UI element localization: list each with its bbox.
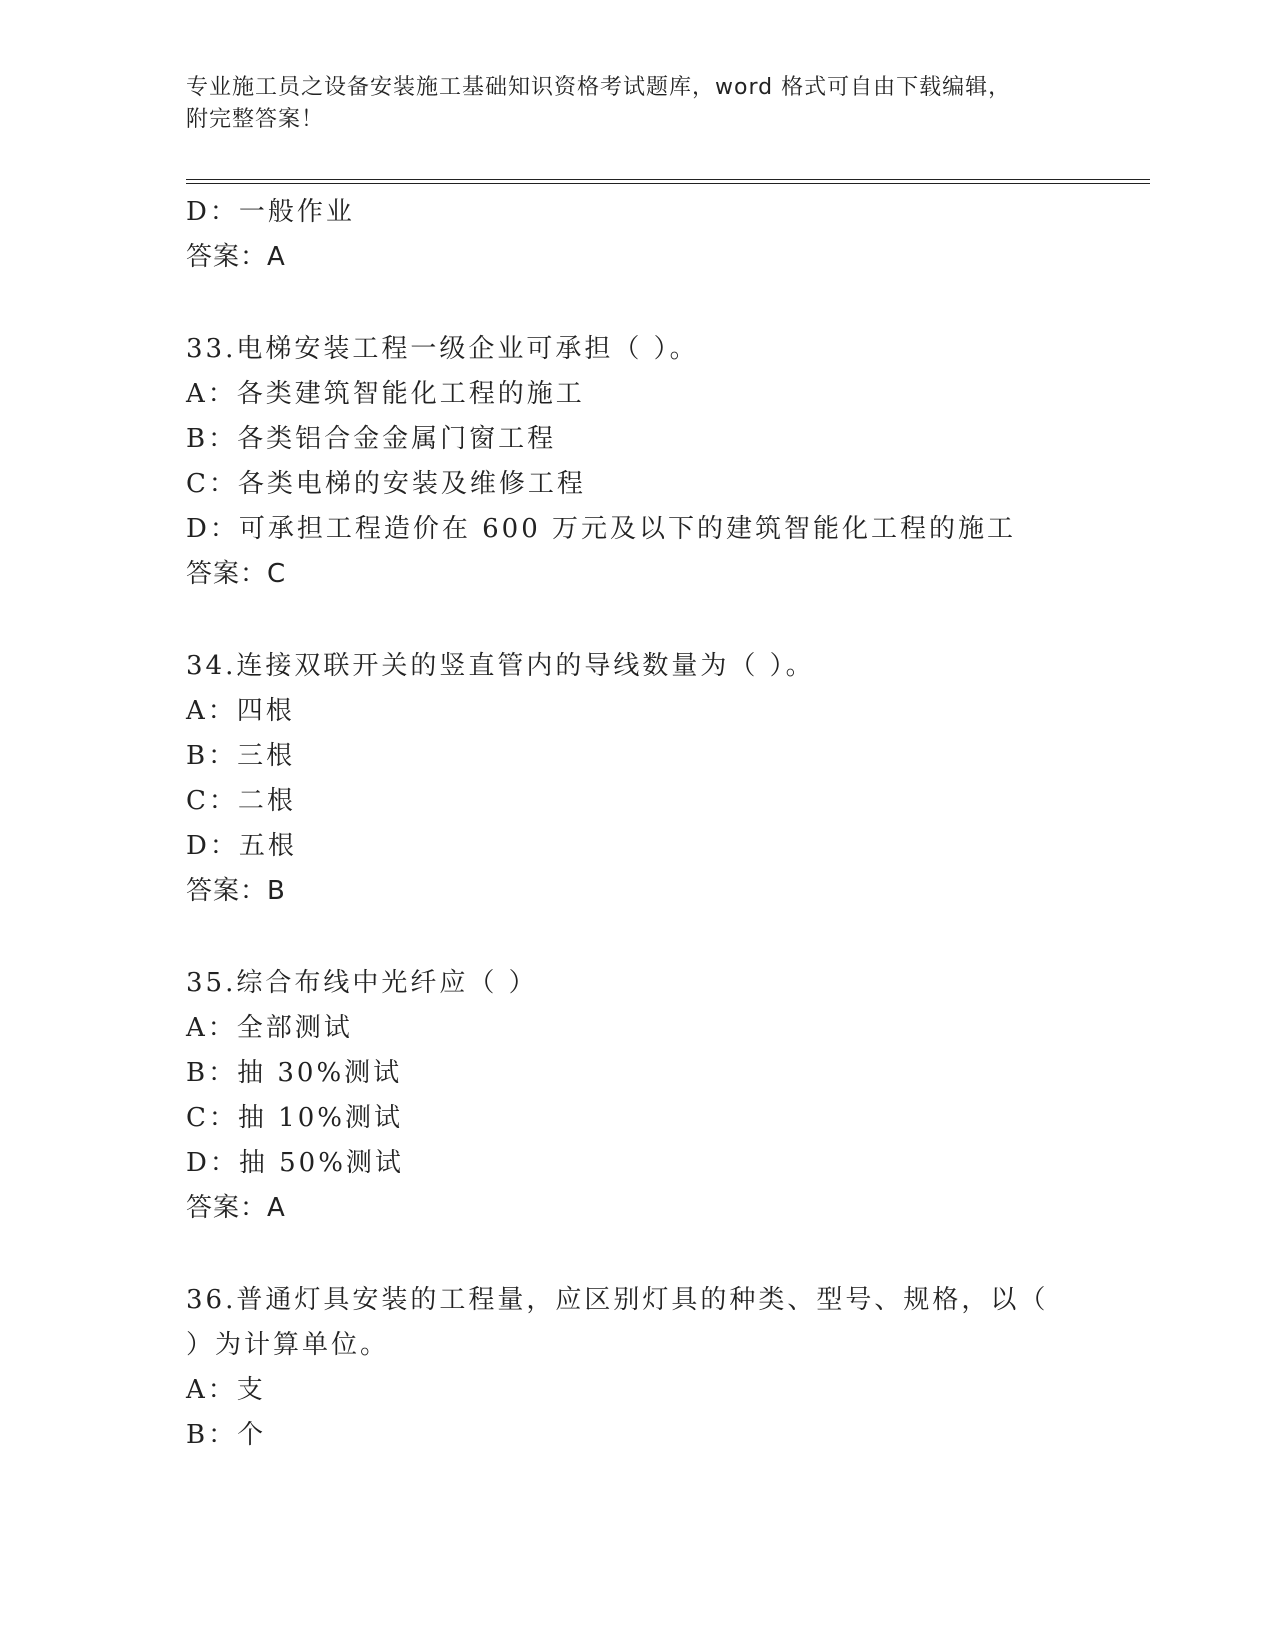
question-content [186,190,1150,1458]
answer: 答案：C [186,559,287,589]
question-stem-continuation: ）为计算单位。 [186,1330,390,1360]
option-a: A：四根 [186,696,295,726]
question-36 [186,1278,1150,1458]
carryover-option-d: D：一般作业 [186,197,355,227]
option-c: C：抽 10%测试 [186,1103,403,1133]
header-line-1: 专业施工员之设备安装施工基础知识资格考试题库，word 格式可自由下载编辑， [186,75,1012,100]
question-stem: 35.综合布线中光纤应（ ） [186,968,538,998]
carryover-answer: 答案：A [186,242,286,272]
option-d: D：五根 [186,831,297,861]
spacer [186,914,1150,961]
option-b: B：抽 30%测试 [186,1058,403,1088]
option-b: B：各类铝合金金属门窗工程 [186,424,557,454]
option-c: C：各类电梯的安装及维修工程 [186,469,586,499]
spacer [186,280,1150,327]
question-stem: 33.电梯安装工程一级企业可承担（ ）。 [186,334,699,364]
answer: 答案：A [186,1193,286,1223]
option-d: D：抽 50%测试 [186,1148,404,1178]
option-b: B：个 [186,1420,267,1450]
document-header [186,72,1066,136]
question-34 [186,644,1150,914]
option-a: A：全部测试 [186,1013,353,1043]
header-divider-bottom [186,183,1150,184]
question-stem: 36.普通灯具安装的工程量，应区别灯具的种类、型号、规格，以（ [186,1285,1049,1315]
question-stem: 34.连接双联开关的竖直管内的导线数量为（ ）。 [186,651,815,681]
header-line-2: 附完整答案！ [186,107,325,132]
answer: 答案：B [186,876,286,906]
option-c: C：二根 [186,786,296,816]
header-divider-top [186,179,1150,180]
option-a: A：支 [186,1375,266,1405]
question-35 [186,961,1150,1231]
spacer [186,597,1150,644]
option-b: B：三根 [186,741,296,771]
option-d: D：可承担工程造价在 600 万元及以下的建筑智能化工程的施工 [186,514,1017,544]
spacer [186,1231,1150,1278]
question-33 [186,327,1150,597]
option-a: A：各类建筑智能化工程的施工 [186,379,585,409]
